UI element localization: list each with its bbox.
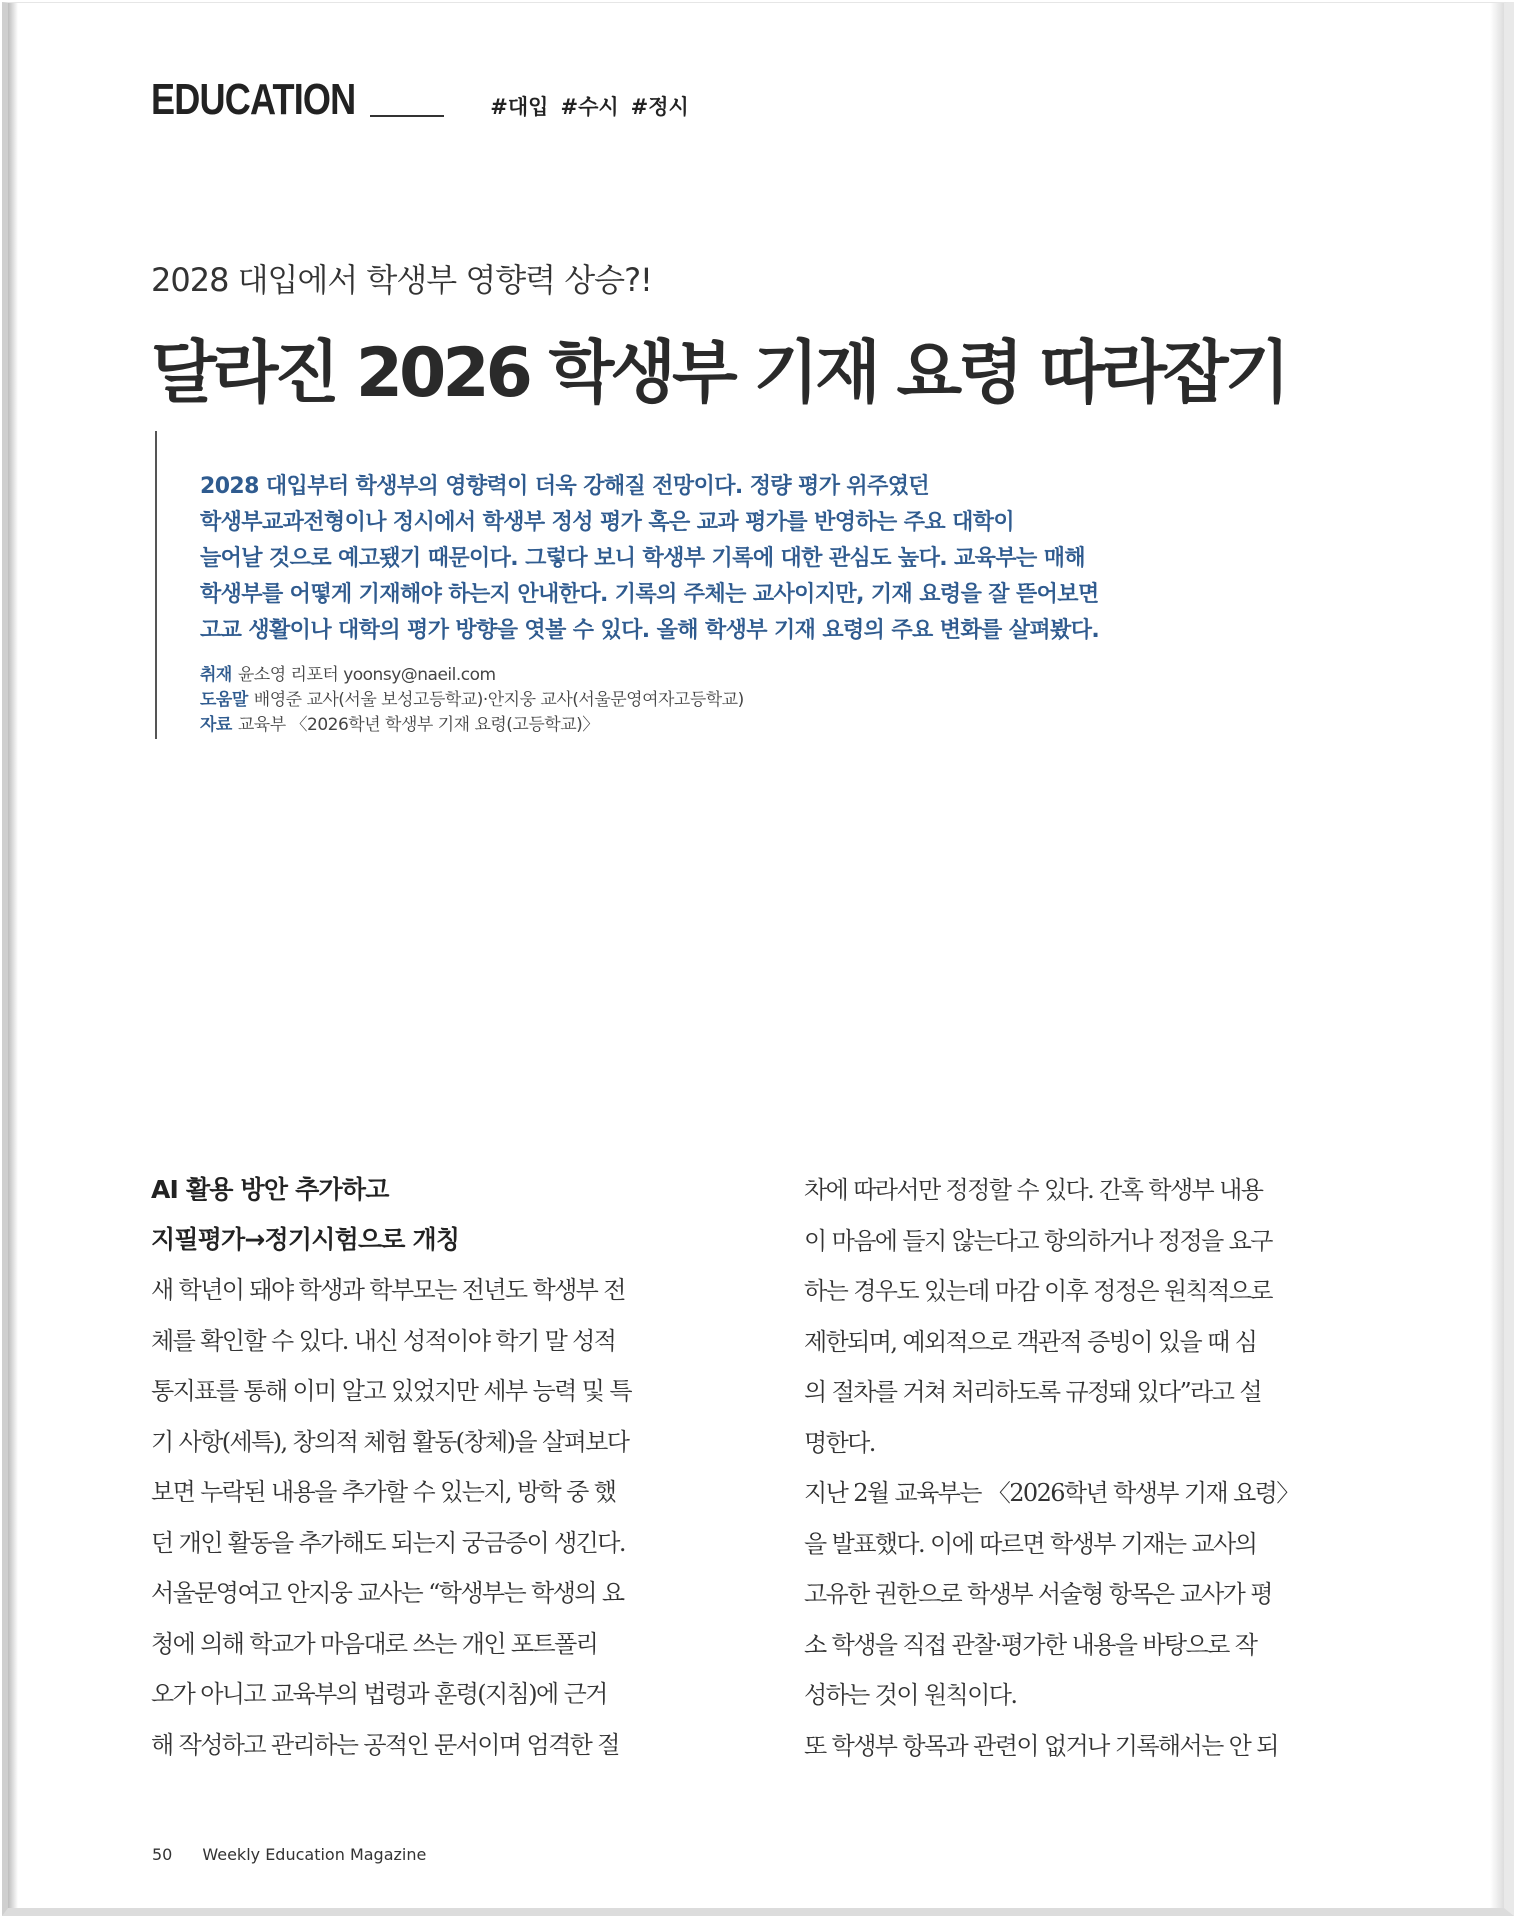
lead-paragraph (200, 469, 1220, 649)
body-line: 차에 따라서만 정정할 수 있다. 간혹 학생부 내용 (804, 1176, 1263, 1204)
lead-rule (155, 431, 157, 739)
section-header (151, 75, 689, 125)
body-line: 오가 아니고 교육부의 법령과 훈령(지침)에 근거 (151, 1680, 607, 1708)
body-line: 고유한 권한으로 학생부 서술형 항목은 교사가 평 (804, 1580, 1272, 1608)
lead-line: 고교 생활이나 대학의 평가 방향을 엿볼 수 있다. 올해 학생부 기재 요령의 주요 변화를 살펴봤다. (200, 618, 1100, 643)
body-line: 통지표를 통해 이미 알고 있었지만 세부 능력 및 특 (151, 1377, 631, 1405)
article-title: 달라진 2026 학생부 기재 요령 따라잡기 (151, 334, 1287, 413)
body-line: 제한되며, 예외적으로 객관적 증빙이 있을 때 심 (804, 1327, 1257, 1356)
tag-list (490, 91, 689, 121)
lead-line: 학생부교과전형이나 정시에서 학생부 정성 평가 혹은 교과 평가를 반영하는 주요 대학이 (200, 510, 1015, 535)
body-line: 기 사항(세특), 창의적 체험 활동(창체)을 살펴보다 (151, 1427, 629, 1456)
lead-line: 학생부를 어떻게 기재해야 하는지 안내한다. 기록의 주체는 교사이지만, 기재 요령을 잘 뜯어보면 (200, 582, 1099, 607)
magazine-name: Weekly Education Magazine (202, 1845, 427, 1864)
body-line: 성하는 것이 원칙이다. (804, 1681, 1017, 1709)
tag: #정시 (630, 95, 689, 119)
lead-line: 2028 대입부터 학생부의 영향력이 더욱 강해질 전망이다. 정량 평가 위주였던 (200, 474, 930, 499)
body-line: 소 학생을 직접 관찰·평가한 내용을 바탕으로 작 (804, 1630, 1257, 1659)
body-line: 해 작성하고 관리하는 공적인 문서이며 엄격한 절 (151, 1730, 619, 1759)
credit-source: 자료 교육부 〈2026학년 학생부 기재 요령(고등학교)〉 (200, 715, 599, 735)
body-line: 서울문영여고 안지웅 교사는 “학생부는 학생의 요 (151, 1579, 624, 1607)
kicker-headline: 2028 대입에서 학생부 영향력 상승?! (151, 261, 652, 299)
right-column (804, 1165, 1386, 1771)
lead-line: 늘어날 것으로 예고됐기 때문이다. 그렇다 보니 학생부 기록에 대한 관심도 높다. 교육부는 매해 (200, 546, 1086, 571)
page-number: 50 (152, 1845, 173, 1864)
body-line: 의 절차를 거쳐 처리하도록 규정돼 있다”라고 설 (804, 1378, 1261, 1406)
subheading: 지필평가→정기시험으로 개칭 (151, 1225, 460, 1254)
tag: #대입 (490, 95, 549, 119)
left-column (151, 1165, 733, 1770)
body-line: 지난 2월 교육부는 〈2026학년 학생부 기재 요령〉 (804, 1479, 1299, 1507)
body-line: 명한다. (804, 1428, 875, 1457)
body-line: 청에 의해 학교가 마음대로 쓰는 개인 포트폴리 (151, 1629, 598, 1658)
body-line: 던 개인 활동을 추가해도 되는지 궁금증이 생긴다. (151, 1528, 625, 1557)
credit-advisors: 도움말 배영준 교사(서울 보성고등학교)·안지웅 교사(서울문영여자고등학교) (200, 690, 744, 710)
tag: #수시 (560, 95, 619, 119)
body-line: 보면 누락된 내용을 추가할 수 있는지, 방학 중 했 (151, 1478, 616, 1506)
body-line: 새 학년이 돼야 학생과 학부모는 전년도 학생부 전 (151, 1276, 625, 1304)
section-label: EDUCATION (151, 75, 356, 124)
page-spine-shadow (8, 3, 18, 1908)
credits (200, 663, 744, 738)
body-line: 이 마음에 들지 않는다고 항의하거나 정정을 요구 (804, 1226, 1272, 1255)
body-line: 하는 경우도 있는데 마감 이후 정정은 원칙적으로 (804, 1277, 1272, 1305)
body-line: 을 발표했다. 이에 따르면 학생부 기재는 교사의 (804, 1529, 1257, 1558)
body-line: 체를 확인할 수 있다. 내신 성적이야 학기 말 성적 (151, 1326, 616, 1355)
magazine-page (2, 2, 1514, 1916)
page-footer (152, 1845, 426, 1864)
header-rule (370, 115, 444, 117)
page-edge-shadow (1490, 3, 1504, 1908)
credit-reporter: 취재 윤소영 리포터 yoonsy@naeil.com (200, 665, 496, 685)
body-line: 또 학생부 항목과 관련이 없거나 기록해서는 안 되 (804, 1731, 1278, 1760)
subheading: AI 활용 방안 추가하고 (151, 1175, 389, 1204)
